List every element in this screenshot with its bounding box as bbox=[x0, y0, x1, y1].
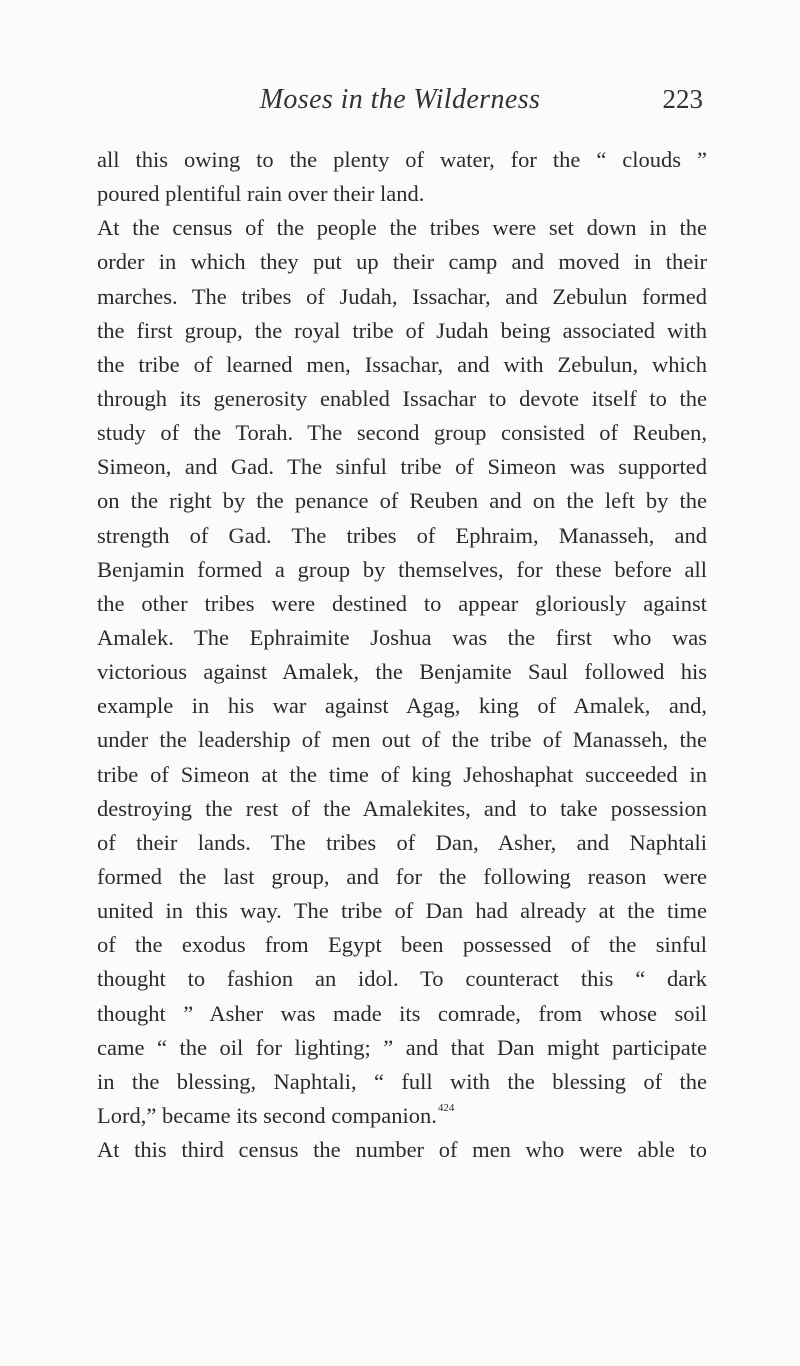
text-line: tribe of Simeon at the time of king Jehoshaphat succeeded in bbox=[97, 761, 707, 787]
running-head bbox=[0, 82, 800, 122]
text-line: Amalek. The Ephraimite Joshua was the first who was bbox=[97, 624, 707, 650]
text-line: Simeon, and Gad. The sinful tribe of Simeon was supported bbox=[97, 454, 707, 480]
text-line: thought to fashion an idol. To counteract this “ dark bbox=[97, 966, 707, 992]
text-line: the first group, the royal tribe of Judah being associated with bbox=[97, 317, 707, 343]
running-title: Moses in the Wilderness bbox=[259, 84, 541, 115]
text-line: in the blessing, Naphtali, “ full with the blessing of the bbox=[97, 1068, 707, 1094]
text-line: Lord,” became its second companion. bbox=[97, 1102, 437, 1128]
text-line: all this owing to the plenty of water, for the “ clouds ” bbox=[97, 147, 707, 172]
page-number: 223 bbox=[662, 84, 703, 114]
text-line: At the census of the people the tribes were set down in the bbox=[97, 215, 707, 241]
text-line: through its generosity enabled Issachar to devote itself to the bbox=[97, 385, 707, 411]
text-line: strength of Gad. The tribes of Ephraim, Manasseh, and bbox=[97, 522, 707, 548]
text-line: marches. The tribes of Judah, Issachar, and Zebulun formed bbox=[97, 283, 707, 309]
text-line: came “ the oil for lighting; ” and that Dan might participate bbox=[97, 1034, 707, 1060]
text-line: Benjamin formed a group by themselves, for these before all bbox=[97, 556, 707, 582]
text-line: thought ” Asher was made its comrade, from whose soil bbox=[97, 1000, 707, 1026]
text-line: formed the last group, and for the following reason were bbox=[97, 863, 707, 889]
text-line: order in which they put up their camp and moved in their bbox=[97, 249, 707, 275]
text-line: poured plentiful rain over their land. bbox=[97, 181, 425, 207]
text-line: the tribe of learned men, Issachar, and with Zebulun, which bbox=[97, 351, 707, 377]
text-line: of the exodus from Egypt been possessed of the sinful bbox=[97, 932, 707, 958]
body-text bbox=[97, 143, 707, 1167]
text-line: example in his war against Agag, king of Amalek, and, bbox=[97, 693, 707, 719]
text-line: At this third census the number of men who were able to bbox=[97, 1137, 707, 1163]
text-line: the other tribes were destined to appear gloriously against bbox=[97, 590, 707, 616]
text-line: destroying the rest of the Amalekites, and to take possession bbox=[97, 795, 707, 821]
text-line: under the leadership of men out of the tribe of Manasseh, the bbox=[97, 727, 707, 753]
footnote-reference: 424 bbox=[437, 1101, 455, 1114]
text-line: victorious against Amalek, the Benjamite Saul followed his bbox=[97, 659, 707, 685]
text-line: of their lands. The tribes of Dan, Asher, and Naphtali bbox=[97, 829, 707, 855]
text-line: on the right by the penance of Reuben and on the left by the bbox=[97, 488, 707, 514]
text-line: study of the Torah. The second group consisted of Reuben, bbox=[97, 420, 707, 446]
text-line: united in this way. The tribe of Dan had already at the time bbox=[97, 898, 707, 924]
text-line-with-footnote bbox=[97, 1099, 707, 1133]
